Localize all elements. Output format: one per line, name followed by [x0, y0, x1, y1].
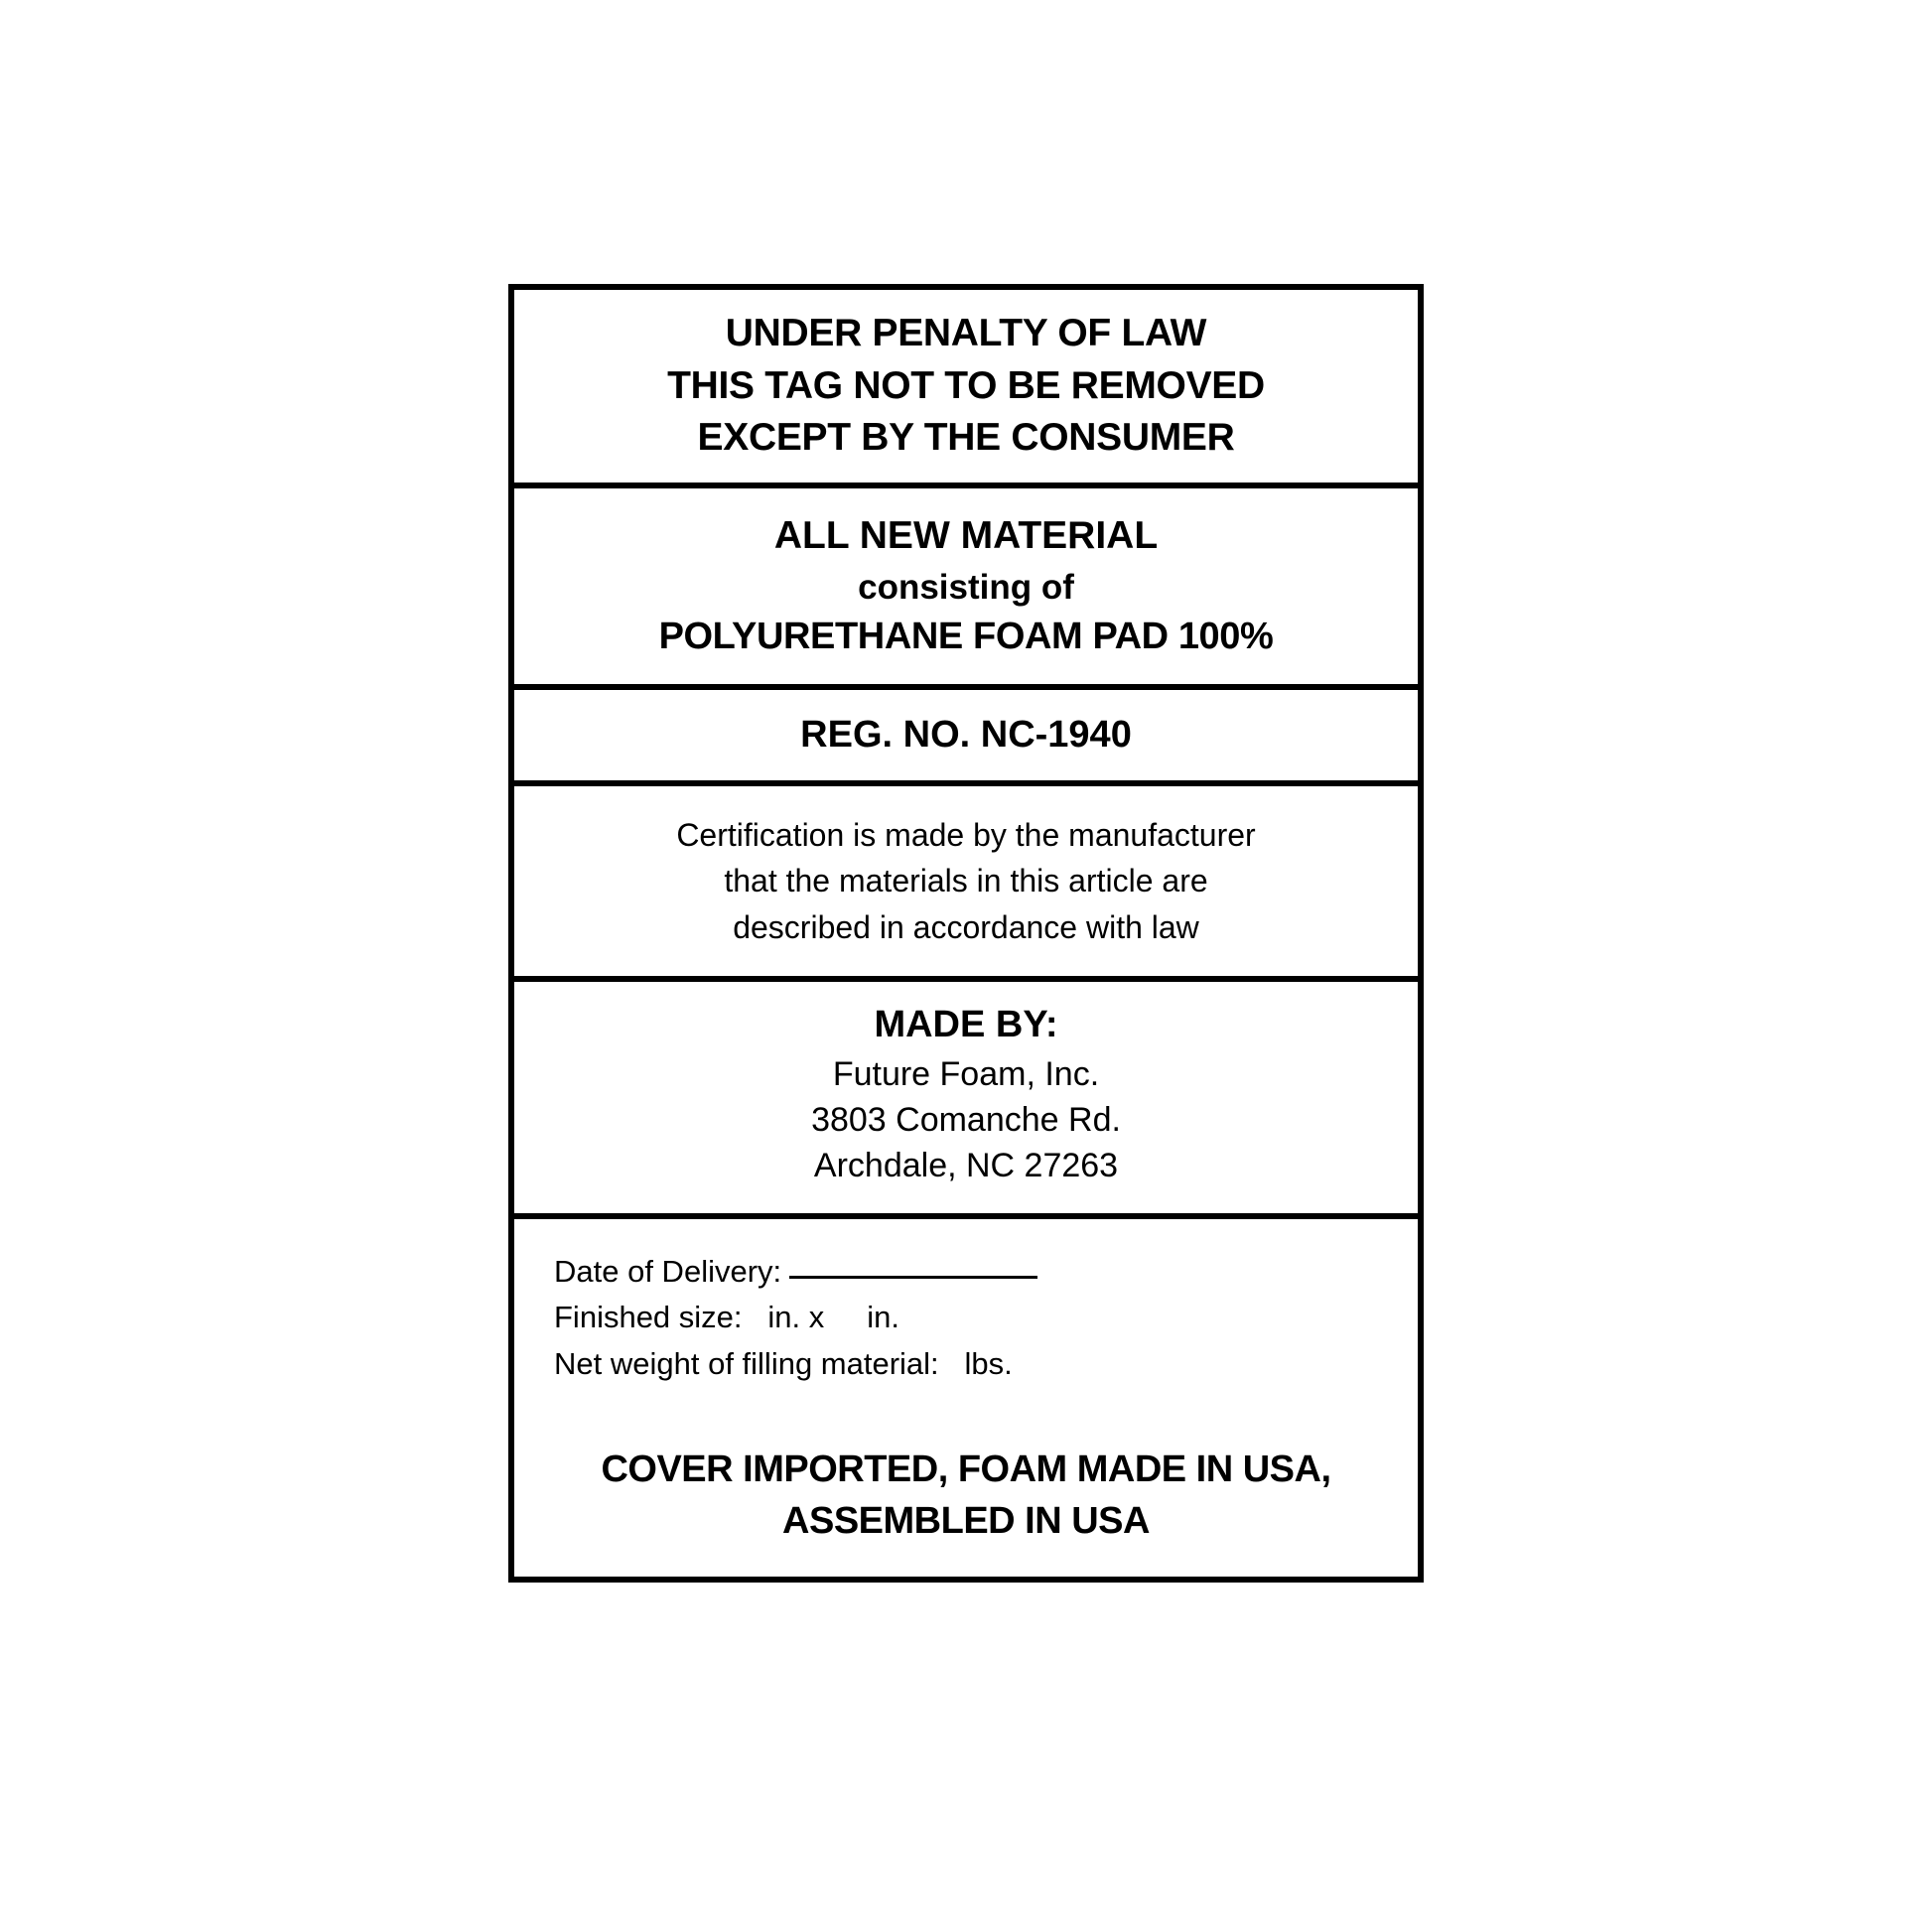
- origin-line-1: COVER IMPORTED, FOAM MADE IN USA,: [601, 1449, 1331, 1491]
- certification-line-1: Certification is made by the manufacturer: [676, 816, 1256, 853]
- certification-line-2: that the materials in this article are: [724, 863, 1208, 899]
- registration-section: [514, 690, 1418, 786]
- made-by-section: [514, 982, 1418, 1219]
- material-consisting-of: consisting of: [858, 567, 1074, 607]
- manufacturer-city-state-zip: Archdale, NC 27263: [813, 1146, 1119, 1184]
- fill-in-fields-section: [514, 1219, 1418, 1577]
- penalty-section: [514, 290, 1418, 488]
- registration-number: REG. NO. NC-1940: [800, 713, 1132, 756]
- penalty-line-2: THIS TAG NOT TO BE REMOVED: [667, 363, 1265, 407]
- net-weight-label: Net weight of filling material:: [554, 1345, 939, 1381]
- date-of-delivery-row: [538, 1249, 1394, 1296]
- finished-size-row: [538, 1295, 1394, 1341]
- made-by-title: MADE BY:: [874, 1004, 1058, 1046]
- date-of-delivery-blank[interactable]: [789, 1276, 1037, 1279]
- net-weight-row: [538, 1341, 1394, 1388]
- finished-size-label: Finished size:: [554, 1300, 743, 1335]
- manufacturer-street: 3803 Comanche Rd.: [811, 1100, 1121, 1139]
- origin-statement: [538, 1445, 1394, 1547]
- date-of-delivery-label: Date of Delivery:: [554, 1253, 782, 1289]
- certification-section: [514, 786, 1418, 982]
- finished-size-value: in. x in.: [767, 1300, 900, 1335]
- manufacturer-name: Future Foam, Inc.: [832, 1055, 1100, 1094]
- law-label-tag: [508, 284, 1424, 1583]
- net-weight-value: lbs.: [964, 1345, 1013, 1381]
- certification-line-3: described in accordance with law: [733, 908, 1199, 945]
- material-section: [514, 488, 1418, 690]
- material-composition: POLYURETHANE FOAM PAD 100%: [658, 615, 1274, 657]
- material-heading: ALL NEW MATERIAL: [773, 513, 1159, 557]
- penalty-line-1: UNDER PENALTY OF LAW: [725, 312, 1207, 354]
- penalty-line-3: EXCEPT BY THE CONSUMER: [697, 416, 1235, 460]
- origin-line-2: ASSEMBLED IN USA: [782, 1499, 1150, 1542]
